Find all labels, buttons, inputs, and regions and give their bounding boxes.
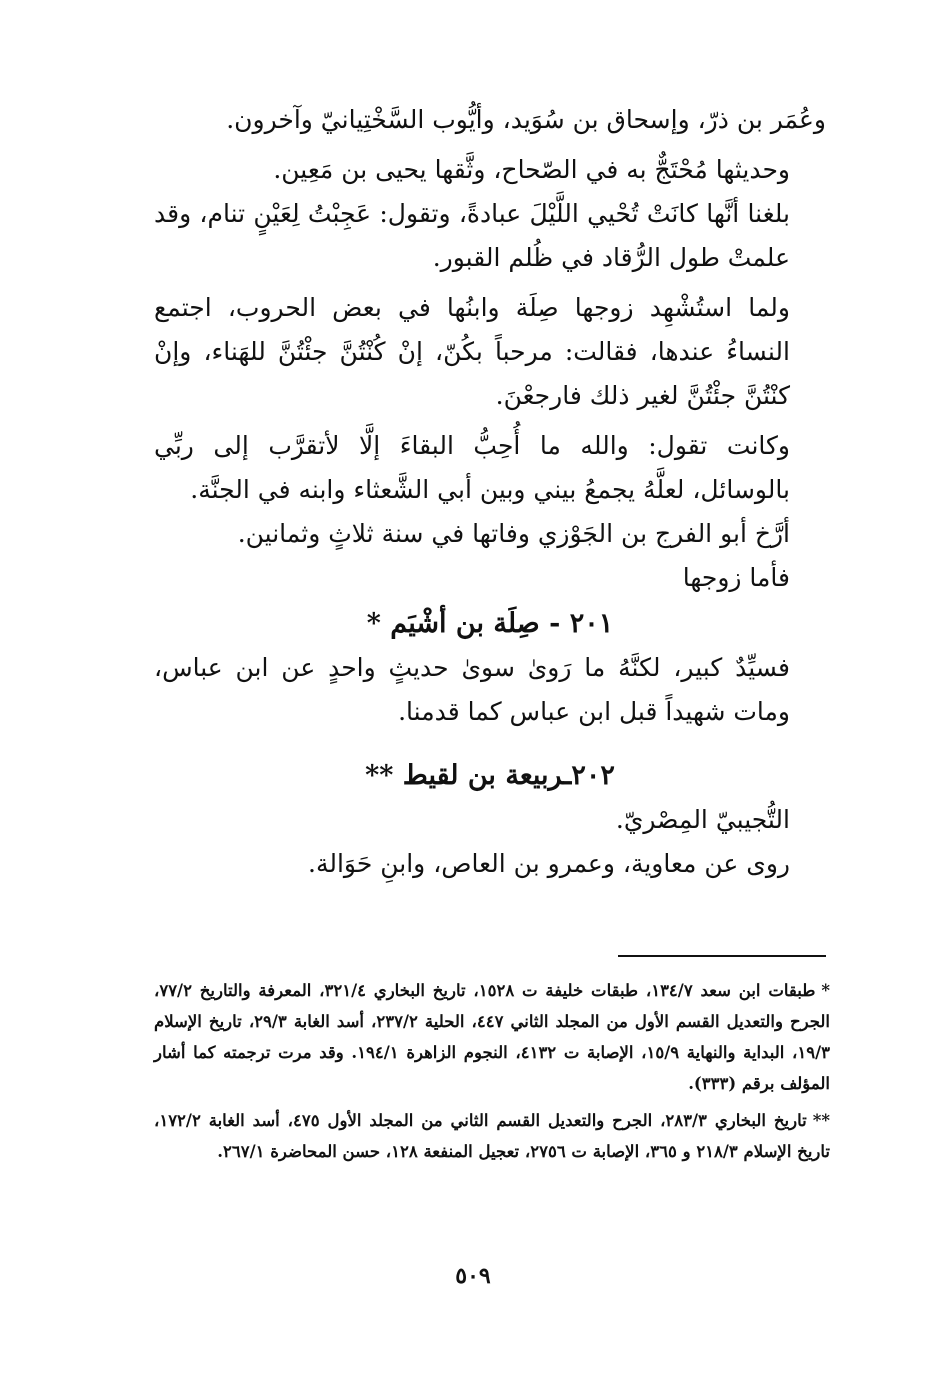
footnote-1-marker: * xyxy=(821,981,830,1000)
footnote-1-text: طبقات ابن سعد ١٣٤/٧، طبقات خليفة ت ١٥٢٨، تاريخ البخاري ٣٢١/٤، المعرفة والتاريخ ٧٧/٢، الجرح والتعديل القسم الأول من المجلد الثاني ٤٤٧، الحلية ٢٣٧/٢، أسد الغابة ٢٩/٣، تاريخ الإسلام ١٩/٣، البداية والنهاية ١٥/٩، الإصابة ت ٤١٣٢، النجوم الزاهرة ١٩٤/١. وقد مرت ترجمته كما أشار المؤلف برقم (٣٣٣). xyxy=(154,981,831,1093)
para-martyrdom: ولما استُشْهِد زوجها صِلَة وابنُها في بعض الحروب، اجتمع النساءُ عندها، فقالت: مرحباً بكُنّ، إنْ كُنْتُنَّ جئْتُنَّ للهَناء، وإنْ كنْتُنَّ جئْتُنَّ لغير ذلك فارجعْنَ. xyxy=(154,293,790,410)
para-hadith: وحديثها مُحْتَجٌّ به في الصّحاح، وثَّقها يحيى بن مَعِين. xyxy=(273,155,790,184)
page-number: ٥٠٩ xyxy=(455,1263,491,1289)
para-husband: فأما زوجها xyxy=(682,563,790,592)
footnote-1 xyxy=(154,975,830,1099)
para-202-narration: روى عن معاوية، وعمرو بن العاص، وابنِ حَوَالة. xyxy=(308,849,790,878)
entry-heading-201: ٢٠١ - صِلَة بن أشْيَم * xyxy=(366,608,614,639)
entry-heading-202: ٢٠٢ـربيعة بن لقيط ** xyxy=(365,760,615,791)
footnote-2 xyxy=(154,1105,830,1167)
para-202-nisba: التُّجيبيّ المِصْريّ. xyxy=(615,805,790,834)
footnotes xyxy=(154,975,830,1173)
para-death-date: أرَّخ أبو الفرج بن الجَوْزي وفاتها في سنة ثلاثٍ وثمانين. xyxy=(237,519,790,548)
footnote-2-marker: ** xyxy=(812,1111,830,1130)
main-text xyxy=(154,98,826,886)
line-narrators: وعُمَر بن ذرّ، وإسحاق بن سُوَيد، وأيُّوب السَّخْتِيانيّ وآخرون. xyxy=(226,105,826,134)
para-saying: وكانت تقول: والله ما أُحِبُّ البقاءَ إلَّا لأتقرَّب إلى ربِّي بالوسائل، لعلَّهُ يجمعُ بيني وبين أبي الشَّعثاء وابنه في الجنَّة. xyxy=(154,431,790,504)
footnote-separator xyxy=(618,955,826,957)
para-entry-201: فسيِّدٌ كبير، لكنَّهُ ما رَوىٰ سوىٰ حديثٍ واحدٍ عن ابن عباس، ومات شهيداً قبل ابن عباس كما قدمنا. xyxy=(154,653,790,726)
footnote-2-text: تاريخ البخاري ٢٨٣/٣، الجرح والتعديل القسم الثاني من المجلد الأول ٤٧٥، أسد الغابة ١٧٢/٢، تاريخ الإسلام ٢١٨/٣ و ٣٦٥، الإصابة ت ٢٧٥٦، تعجيل المنفعة ١٢٨، حسن المحاضرة ٢٦٧/١. xyxy=(154,1111,830,1161)
para-night-worship: بلغنا أنَّها كانَتْ تُحْيي اللَّيْلَ عبادةً، وتقول: عَجِبْتُ لِعَيْنٍ تنام، وقد علمتْ طول الرُّقاد في ظُلم القبور. xyxy=(154,199,790,272)
